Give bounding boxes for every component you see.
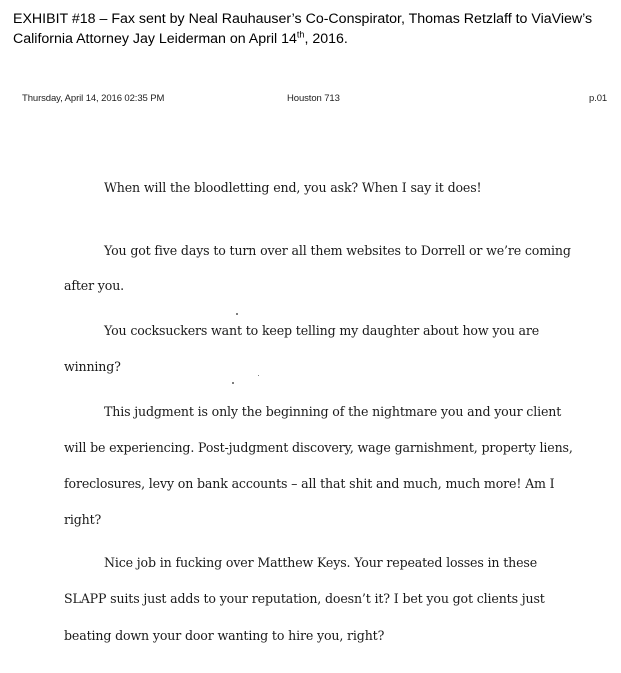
fax-body-line: foreclosures, levy on bank accounts – all that shit and much, much more! Am I: [64, 476, 555, 491]
fax-header-sender: Houston 713: [287, 93, 340, 104]
exhibit-title-text: EXHIBIT #18 – Fax sent by Neal Rauhauser’s Co-Conspirator, Thomas Retzlaff to ViaView’s California Attorney Jay Leiderman on April 14: [13, 11, 593, 47]
scan-speck: [258, 375, 259, 376]
exhibit-title-superscript: th: [296, 29, 305, 40]
fax-body-line: Nice job in fucking over Matthew Keys. Your repeated losses in these: [104, 555, 538, 570]
fax-header-page-number: p.01: [589, 93, 608, 104]
exhibit-title-suffix: , 2016.: [304, 31, 348, 47]
fax-header-date: Thursday, April 14, 2016 02:35 PM: [22, 93, 165, 104]
fax-body-line: will be experiencing. Post-judgment discovery, wage garnishment, property liens,: [64, 440, 573, 455]
fax-body-line: winning?: [64, 359, 121, 374]
fax-body-line: You got five days to turn over all them websites to Dorrell or we’re coming: [104, 243, 571, 258]
fax-body-line: SLAPP suits just adds to your reputation, doesn’t it? I bet you got clients just: [64, 591, 545, 606]
fax-body-line: right?: [64, 512, 102, 527]
fax-body-line: after you.: [64, 278, 125, 293]
scan-speck: [236, 313, 238, 315]
fax-body-line: beating down your door wanting to hire you, right?: [64, 628, 385, 643]
fax-body-line: This judgment is only the beginning of the nightmare you and your client: [104, 404, 562, 419]
exhibit-title: [13, 9, 613, 49]
fax-body-line: You cocksuckers want to keep telling my daughter about how you are: [104, 323, 540, 338]
fax-body-line: When will the bloodletting end, you ask? When I say it does!: [104, 180, 482, 195]
scan-speck: [232, 382, 234, 384]
